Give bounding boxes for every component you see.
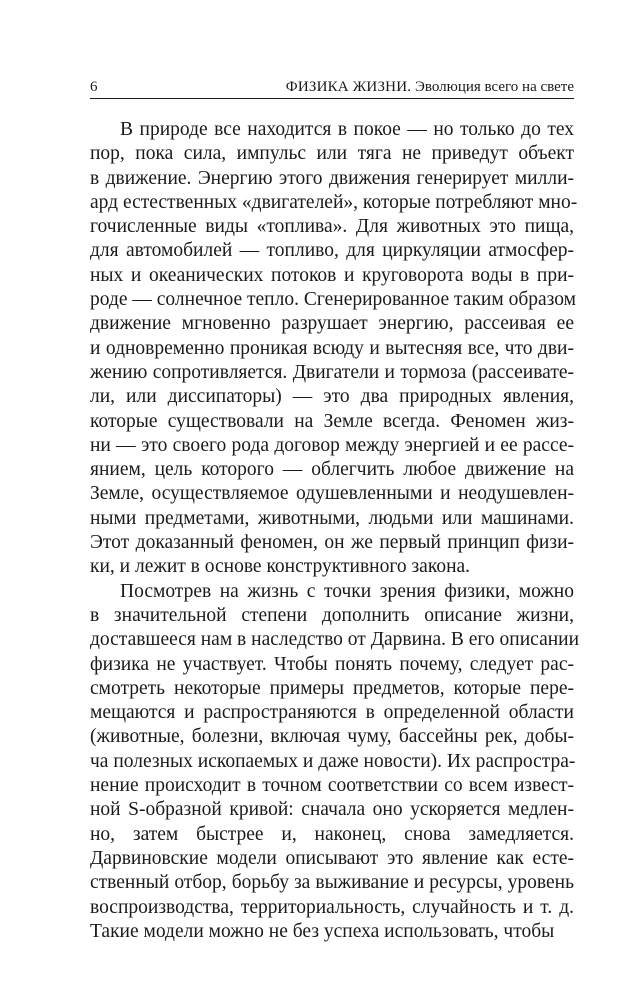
text-line: мещаются и распространяются в определенной области (90, 702, 574, 724)
header-rule (90, 98, 574, 99)
text-line: в движение. Энергию этого движения генерирует милли- (90, 167, 574, 189)
text-line: ли, или диссипаторы) — это два природных явления, (90, 386, 574, 408)
text-line: жению сопротивляется. Двигатели и тормоза (рассеивате- (90, 361, 574, 383)
text-line: которые существовали на Земле всегда. Феномен жиз- (90, 410, 574, 432)
text-line: янием, цель которого — облегчить любое движение на (90, 459, 574, 481)
text-line: ной S-образной кривой: сначала оно ускоряется медлен- (90, 799, 574, 821)
text-line: в значительной степени дополнить описание жизни, (90, 604, 574, 626)
text-line: ных и океанических потоков и круговорота воды в при- (90, 264, 574, 286)
text-line: (животные, болезни, включая чуму, бассейны рек, добы- (90, 726, 574, 748)
book-title (286, 78, 574, 96)
text-line: но, затем быстрее и, наконец, снова замедляется. (90, 823, 574, 845)
paragraph (90, 118, 578, 580)
text-line: пор, пока сила, импульс или тяга не приведут объект (90, 143, 574, 165)
text-line: смотреть некоторые примеры предметов, которые пере- (90, 677, 574, 699)
text-line: воспроизводства, территориальность, случайность и т. д. (90, 896, 574, 918)
book-title-caps: ФИЗИКА ЖИЗНИ. (285, 79, 412, 95)
running-head (90, 76, 574, 100)
text-line: гочисленные виды «топлива». Для животных это пища, (90, 216, 574, 238)
text-line: нение происходит в точном соответствии со всем извест- (90, 775, 574, 797)
text-line: Посмотрев на жизнь с точки зрения физики, можно (120, 580, 574, 602)
page-number: 6 (90, 79, 98, 95)
text-line: ни — это своего рода договор между энергией и ее рассе- (90, 434, 574, 456)
book-title-subtitle: Эволюция всего на свете (414, 79, 574, 95)
text-line: для автомобилей — топливо, для циркуляции атмосфер- (90, 240, 574, 262)
body-text (90, 118, 580, 944)
text-line: физика не участвует. Чтобы понять почему, следует рас- (90, 653, 574, 675)
text-line: В природе все находится в покое — но только до тех (120, 119, 574, 140)
text-line: и одновременно проникая всюду и вытесняя все, что дви- (90, 337, 574, 359)
text-line: Дарвиновские модели описывают это явление как есте- (90, 847, 574, 869)
text-line: движение мгновенно разрушает энергию, рассеивая ее (90, 313, 574, 335)
text-line: Земле, осуществляемое одушевленными и неодушевлен- (90, 483, 574, 505)
text-line: ки, и лежит в основе конструктивного закона. (90, 556, 471, 578)
text-line: Такие модели можно не без успеха использовать, чтобы (90, 920, 555, 942)
text-line: Этот доказанный феномен, он же первый принцип физи- (90, 532, 574, 554)
text-line: доставшееся нам в наследство от Дарвина. В его описании (90, 629, 580, 651)
text-line: ными предметами, животными, людьми или машинами. (90, 507, 574, 529)
paragraph (90, 580, 580, 944)
text-line: роде — солнечное тепло. Сгенерированное таким образом (90, 289, 576, 311)
text-line: ственный отбор, борьбу за выживание и ресурсы, уровень (90, 872, 574, 894)
text-line: ча полезных ископаемых и даже новости). Их распростра- (90, 750, 576, 772)
text-line: ард естественных «двигателей», которые потребляют мно- (90, 191, 578, 213)
